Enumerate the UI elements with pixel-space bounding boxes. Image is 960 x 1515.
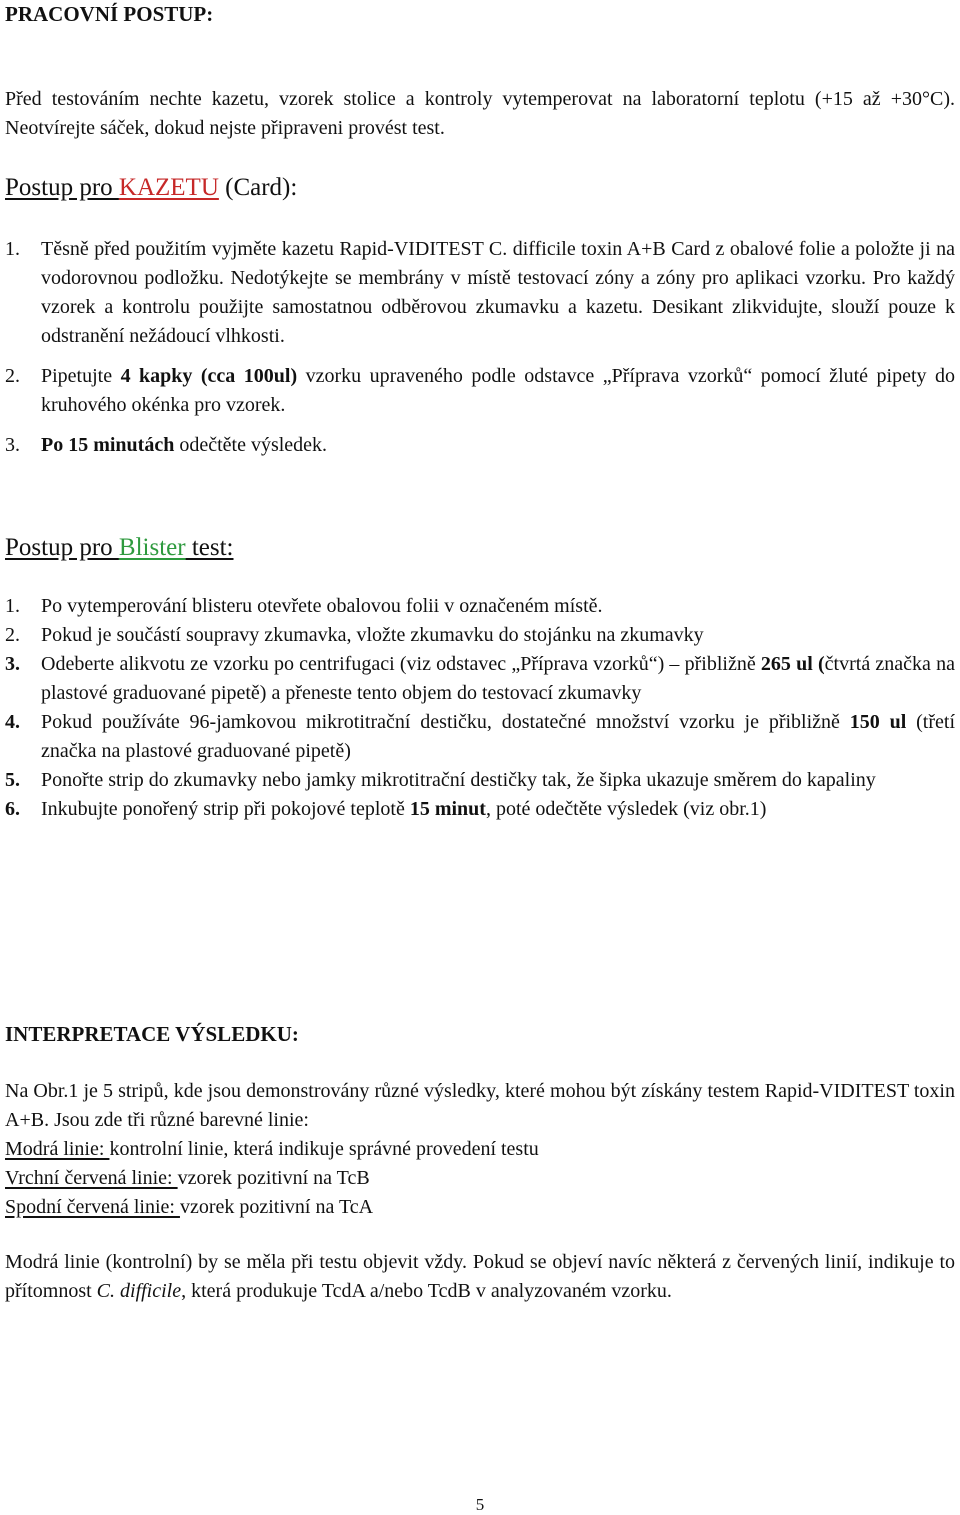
line-label-lower-red: Spodní červená linie: [5, 1196, 180, 1218]
interpretation-paragraph-2 [5, 1248, 955, 1306]
interpretation-paragraph-1: Na Obr.1 je 5 stripů, kde jsou demonstrovány různé výsledky, které mohou být získány testem Rapid-VIDITEST toxin A+B. Jsou zde tři různé barevné linie: [5, 1080, 955, 1131]
blister-step-6-text-a: Inkubujte ponořený strip při pokojové teplotě [41, 798, 410, 820]
page-number: 5 [475, 1495, 485, 1514]
blister-step-2-text: Pokud je součástí soupravy zkumavka, vložte zkumavku do stojánku na zkumavky [41, 624, 704, 646]
interp2-text-c: , která produkuje TcdA a/nebo TcdB v analyzovaném vzorku. [181, 1280, 672, 1302]
line-desc-lower-red: vzorek pozitivní na TcA [179, 1196, 374, 1218]
card-step-1 [5, 235, 955, 351]
card-step-3 [5, 431, 955, 460]
blister-heading-suffix: test: [185, 534, 234, 561]
card-step-2-text-a: Pipetujte [41, 365, 121, 387]
card-step-2-amount: 4 kapky (cca 100ul) [120, 365, 298, 387]
blister-step-4-volume: 150 ul [849, 711, 907, 733]
line-item-lower-red [5, 1193, 955, 1222]
blister-step-3 [5, 650, 955, 708]
blister-step-5-text: Ponořte strip do zkumavky nebo jamky mikrotitrační destičky tak, že šipka ukazuje směrem do kapaliny [41, 769, 876, 791]
blister-step-6 [5, 795, 955, 824]
blister-step-6-text-c: , poté odečtěte výsledek (viz obr.1) [485, 798, 767, 820]
interp2-organism: C. difficile [96, 1280, 182, 1302]
card-step-1-text: Těsně před použitím vyjměte kazetu Rapid-VIDITEST C. difficile toxin A+B Card z obalové folie a položte ji na vodorovnou podložku. Nedotýkejte se membrány v místě testovací zóny a zóny pro aplikaci vzorku. Pro každý vzorek a kontrolu použijte samostatnou odběrovou zkumavku a kazetu. Desikant zlikvidujte, slouží pouze k odstranění nežádoucí vlhkosti. [41, 238, 955, 347]
card-section-heading [5, 173, 955, 202]
card-heading-accent: KAZETU [118, 174, 219, 201]
blister-step-4 [5, 708, 955, 766]
card-heading-suffix: (Card): [218, 174, 298, 201]
blister-step-6-number: 6. [5, 798, 20, 820]
line-desc-blue: kontrolní linie, která indikuje správné provedení testu [109, 1138, 539, 1160]
blister-step-2-number: 2. [5, 624, 20, 646]
blister-step-4-text-c: (třetí značka na plastové graduované pipetě) [41, 711, 956, 762]
intro-paragraph: Před testováním nechte kazetu, vzorek stolice a kontroly vytemperovat na laboratorní teplotu (+15 až +30°C). Neotvírejte sáček, dokud nejste připraveni provést test. [5, 88, 955, 139]
line-item-blue [5, 1135, 955, 1164]
blister-step-3-volume: 265 ul ( [760, 653, 825, 675]
blister-step-1 [5, 592, 955, 621]
card-step-3-text: odečtěte výsledek. [174, 434, 328, 456]
line-label-upper-red: Vrchní červená linie: [5, 1167, 178, 1189]
blister-step-6-time: 15 minut [409, 798, 486, 820]
card-step-2 [5, 362, 955, 420]
card-step-2-text-c: vzorku upraveného podle odstavce „Příprava vzorků“ pomocí žluté pipety do kruhového okénka pro vzorek. [41, 365, 955, 416]
blister-section-heading [5, 533, 955, 562]
blister-step-4-text-a: Pokud používáte 96-jamkovou mikrotitrační destičku, dostatečné množství vzorku je přibližně [41, 711, 850, 733]
blister-step-4-number: 4. [5, 711, 20, 733]
color-lines-list [5, 1135, 955, 1222]
line-desc-upper-red: vzorek pozitivní na TcB [177, 1167, 370, 1189]
line-label-blue: Modrá linie: [5, 1138, 110, 1160]
blister-step-1-number: 1. [5, 595, 20, 617]
blister-step-5 [5, 766, 955, 795]
blister-step-3-text-a: Odeberte alikvotu ze vzorku po centrifugaci (viz odstavec „Příprava vzorků“) – přibližně [41, 653, 761, 675]
card-step-1-number: 1. [5, 238, 20, 260]
blister-step-2 [5, 621, 955, 650]
card-step-2-number: 2. [5, 365, 20, 387]
blister-step-3-text-c: čtvrtá značka na plastové graduované pipetě) a přeneste tento objem do testovací zkumavky [41, 653, 955, 704]
blister-step-5-number: 5. [5, 769, 20, 791]
card-step-3-time: Po 15 minutách [41, 434, 175, 456]
line-item-upper-red [5, 1164, 955, 1193]
card-steps-list [5, 235, 955, 460]
heading-interpretation: INTERPRETACE VÝSLEDKU: [5, 1022, 299, 1046]
heading-procedure: PRACOVNÍ POSTUP: [5, 2, 214, 26]
blister-step-3-number: 3. [5, 653, 20, 675]
blister-heading-prefix: Postup pro [5, 534, 119, 561]
blister-step-1-text: Po vytemperování blisteru otevřete obalovou folii v označeném místě. [41, 595, 603, 617]
interp2-text-a: Modrá linie (kontrolní) by se měla při testu objevit vždy. Pokud se objeví navíc některá z červených linií, indikuje to přítomnost [5, 1251, 955, 1302]
card-step-3-number: 3. [5, 434, 20, 456]
blister-steps-list [5, 592, 955, 824]
blister-heading-accent: Blister [118, 534, 186, 561]
card-heading-prefix: Postup pro [5, 174, 119, 201]
